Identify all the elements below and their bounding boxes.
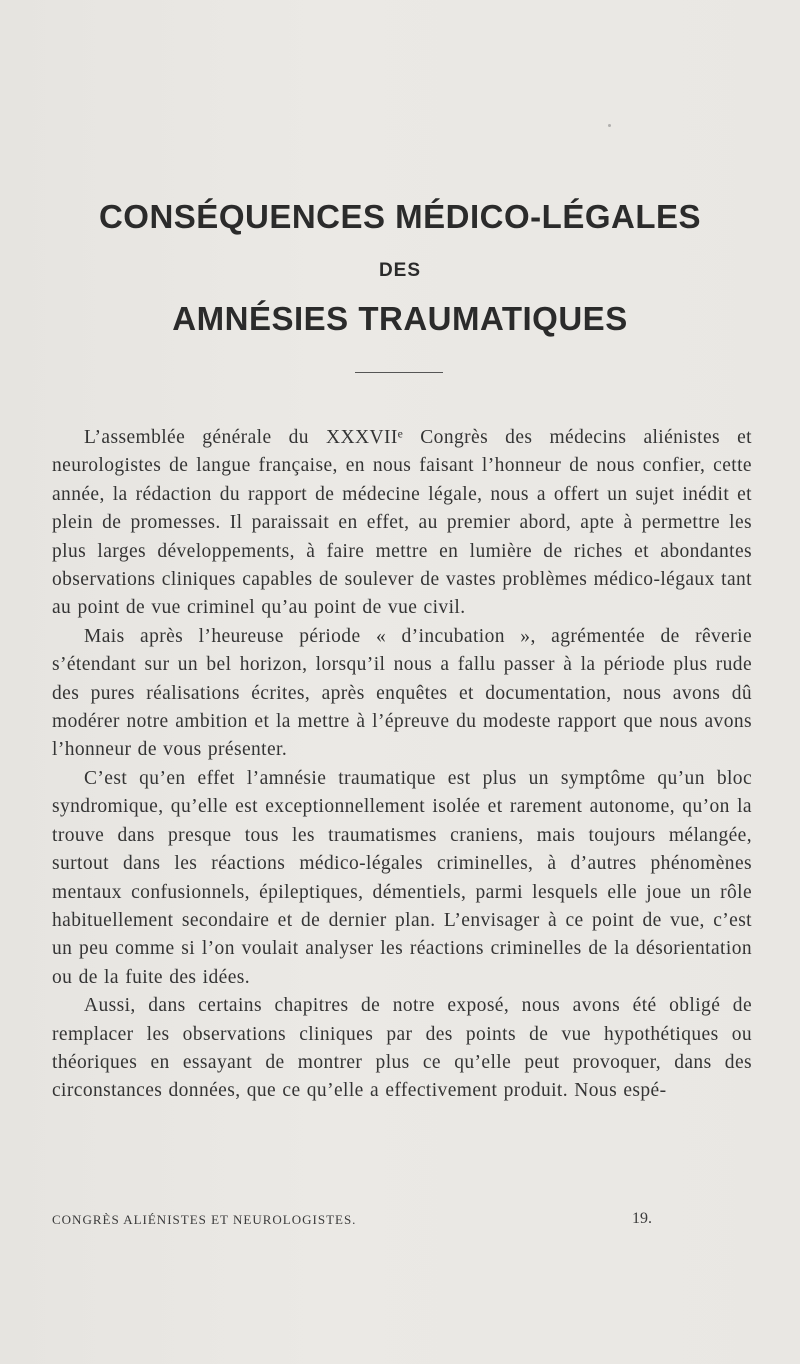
paragraph-4: Aussi, dans certains chapitres de notre exposé, nous avons été obligé de remplacer les observations cliniques par des points de vue hypothétiques ou théoriques en essayant de montrer plus ce qu’elle peut provoquer, dans des circonstances données, que ce qu’elle a effectivement produit. Nous espé- (52, 995, 752, 1102)
body-text (52, 424, 752, 1106)
paragraph-1: L’assemblée générale du XXXVIIᵉ Congrès des médecins aliénistes et neurologistes de langue française, en nous faisant l’honneur de nous confier, cette année, la rédaction du rapport de médecine légale, nous a offert un sujet inédit et plein de promesses. Il paraissait en effet, au premier abord, apte à permettre les plus larges développements, à faire mettre en lumière de riches et abondantes observations cliniques capables de soulever de vastes problèmes médico-légaux tant au point de vue criminel qu’au point de vue civil. (52, 427, 752, 619)
title-line-2: DES (378, 260, 422, 281)
footer-sheet-number: 19. (632, 1210, 652, 1227)
title-divider (355, 372, 443, 373)
page-speck (608, 124, 611, 127)
paragraph-2: Mais après l’heureuse période « d’incubation », agrémentée de rêverie s’étendant sur un bel horizon, lorsqu’il nous a fallu passer à la période plus rude des pures réalisations écrites, après enquêtes et documentation, nous avons dû modérer notre ambition et la mettre à l’épreuve du modeste rapport que nous avons l’honneur de vous présenter. (52, 625, 752, 761)
title-line-3: AMNÉSIES TRAUMATIQUES (172, 300, 628, 337)
paragraph-3: C’est qu’en effet l’amnésie traumatique est plus un symptôme qu’un bloc syndromique, qu’elle est exceptionnellement isolée et rarement autonome, qu’on la trouve dans presque tous les traumatismes craniens, mais toujours mélangée, surtout dans les réactions médico-légales criminelles, à d’autres phénomènes mentaux confusionnels, épileptiques, démentiels, parmi lesquels elle joue un rôle habituellement secondaire et de dernier plan. L’envisager à ce point de vue, c’est un peu comme si l’on voulait analyser les réactions criminelles de la désorientation ou de la fuite des idées. (52, 767, 752, 988)
title-line-1: CONSÉQUENCES MÉDICO-LÉGALES (98, 198, 702, 235)
footer-signature: CONGRÈS ALIÉNISTES ET NEUROLOGISTES. (52, 1212, 357, 1227)
